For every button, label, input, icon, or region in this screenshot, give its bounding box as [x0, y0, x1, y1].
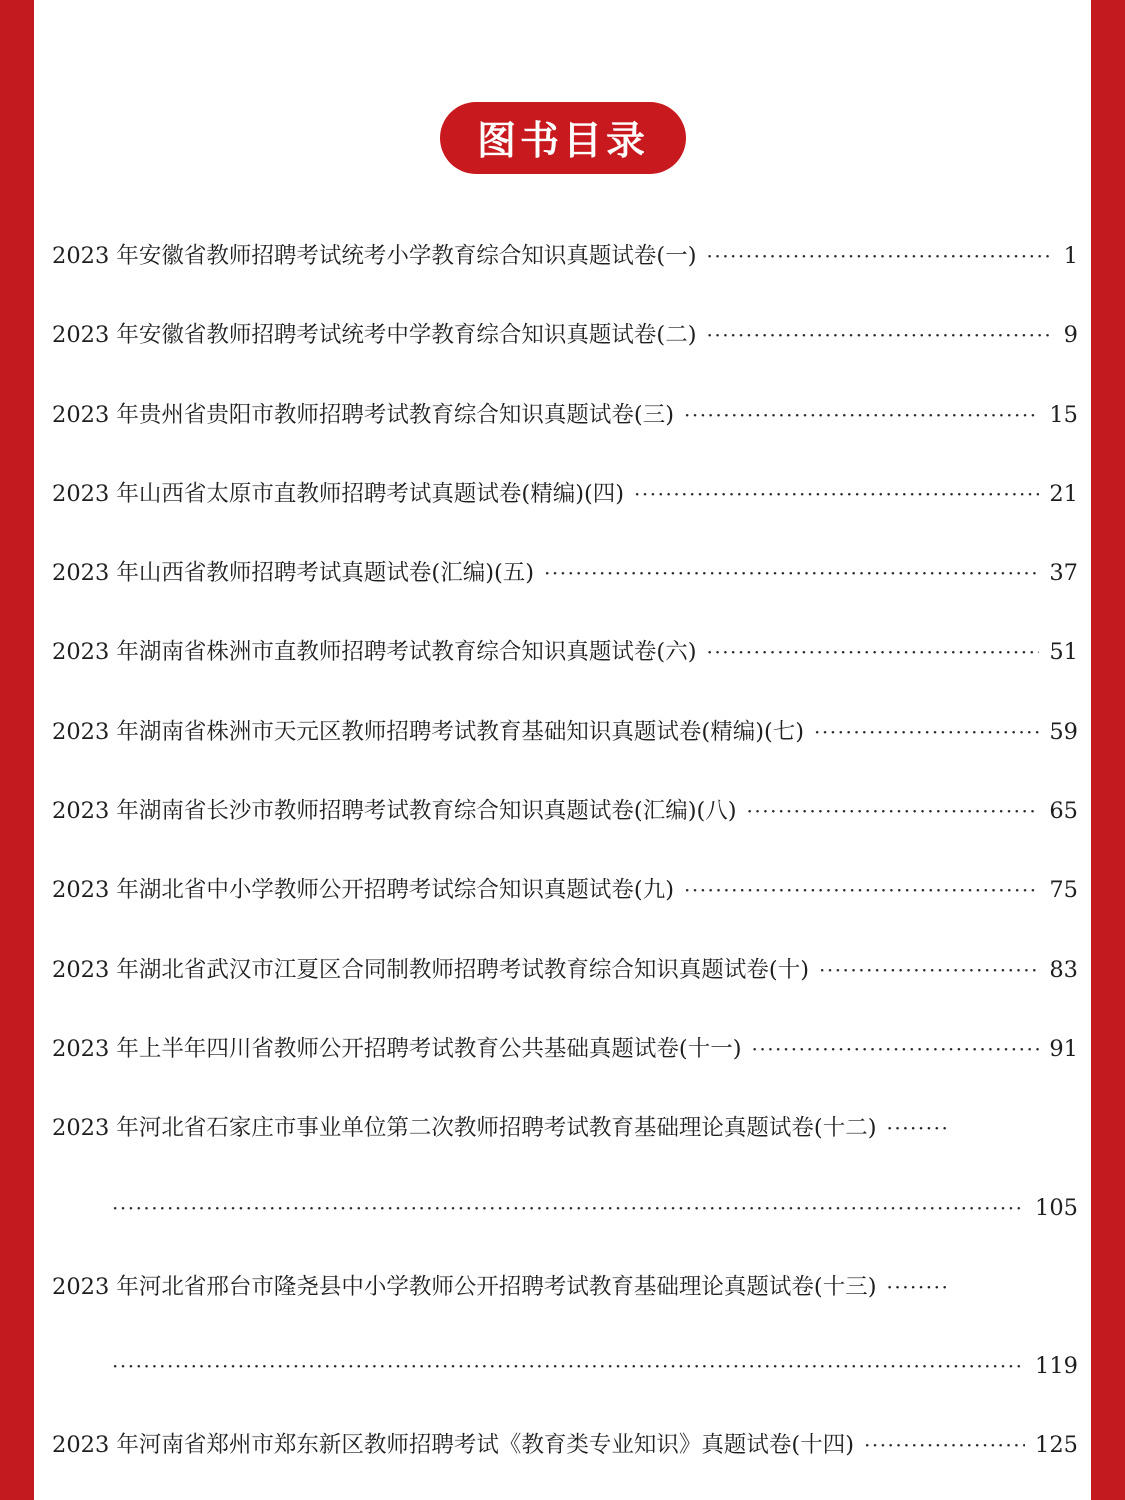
toc-entry-5[interactable]	[52, 534, 1078, 613]
toc-entry-title: 2023 年上半年四川省教师公开招聘考试教育公共基础真题试卷(十一)	[52, 1035, 742, 1062]
toc-entry-12[interactable]	[52, 1089, 1078, 1248]
dot-leader	[706, 296, 1053, 375]
toc-entry-page: 83	[1049, 956, 1078, 983]
left-red-border	[0, 0, 34, 1500]
toc-entry-page: 125	[1035, 1432, 1078, 1459]
page-title: 图书目录	[440, 102, 686, 174]
dot-leader	[747, 772, 1040, 851]
toc-entry-title: 2023 年安徽省教师招聘考试统考小学教育综合知识真题试卷(一)	[52, 243, 697, 269]
toc-entry-8[interactable]	[52, 772, 1078, 851]
toc-entry-title: 2023 年湖南省株洲市天元区教师招聘考试教育基础知识真题试卷(精编)(七)	[52, 718, 805, 745]
dot-leader	[684, 851, 1039, 930]
toc-entry-page: 105	[1035, 1194, 1078, 1221]
toc-entry-title: 2023 年湖南省株洲市直教师招聘考试教育综合知识真题试卷(六)	[52, 639, 697, 666]
toc-entry-page: 21	[1049, 480, 1078, 507]
toc-entry-1[interactable]	[52, 217, 1078, 296]
toc-entry-title: 2023 年河北省石家庄市事业单位第二次教师招聘考试教育基础理论真题试卷(十二)	[52, 1115, 877, 1142]
toc-entry-page: 119	[1035, 1353, 1078, 1380]
toc-entry-9[interactable]	[52, 851, 1078, 930]
toc-entry-title: 2023 年湖南省长沙市教师招聘考试教育综合知识真题试卷(汇编)(八)	[52, 798, 737, 825]
toc-entry-title: 2023 年河南省郑州市郑东新区教师招聘考试《教育类专业知识》真题试卷(十四)	[52, 1432, 854, 1459]
right-red-border	[1091, 0, 1125, 1500]
toc-entry-3[interactable]	[52, 376, 1078, 455]
toc-entry-title: 2023 年安徽省教师招聘考试统考中学教育综合知识真题试卷(二)	[52, 322, 697, 349]
toc-entry-page: 59	[1049, 718, 1078, 745]
toc-entry-page: 37	[1049, 560, 1078, 587]
toc-entry-title: 2023 年山西省教师招聘考试真题试卷(汇编)(五)	[52, 560, 535, 587]
toc-entry-title: 2023 年湖北省武汉市江夏区合同制教师招聘考试教育综合知识真题试卷(十)	[52, 956, 809, 983]
dot-leader	[112, 1169, 1025, 1248]
dot-leader	[544, 534, 1039, 613]
dot-leader	[112, 1327, 1025, 1406]
dot-leader	[751, 1010, 1039, 1089]
toc-entry-page: 9	[1063, 322, 1078, 349]
toc-entry-page: 1	[1063, 243, 1078, 269]
dot-leader	[819, 931, 1039, 1010]
toc-entry-title: 2023 年贵州省贵阳市教师招聘考试教育综合知识真题试卷(三)	[52, 401, 674, 428]
dot-leader	[864, 1406, 1025, 1485]
dot-leader	[684, 376, 1039, 455]
dot-leader	[814, 693, 1039, 772]
dot-leader	[634, 455, 1039, 534]
toc-entry-page: 91	[1049, 1035, 1078, 1062]
toc-entry-2[interactable]	[52, 296, 1078, 375]
dot-leader	[886, 1248, 946, 1327]
toc-entry-page: 15	[1049, 401, 1078, 428]
toc-entry-page: 51	[1049, 639, 1078, 666]
toc-entry-title: 2023 年湖北省中小学教师公开招聘考试综合知识真题试卷(九)	[52, 877, 674, 904]
toc-entry-7[interactable]	[52, 693, 1078, 772]
toc-entry-6[interactable]	[52, 613, 1078, 692]
dot-leader	[706, 217, 1053, 296]
toc-entry-4[interactable]	[52, 455, 1078, 534]
toc-entry-10[interactable]	[52, 931, 1078, 1010]
toc-entry-title: 2023 年山西省太原市直教师招聘考试真题试卷(精编)(四)	[52, 480, 625, 507]
toc-entry-title: 2023 年河北省邢台市隆尧县中小学教师公开招聘考试教育基础理论真题试卷(十三)	[52, 1273, 877, 1300]
toc-entry-13[interactable]	[52, 1248, 1078, 1407]
dot-leader	[886, 1089, 946, 1168]
dot-leader	[706, 613, 1039, 692]
table-of-contents	[52, 217, 1078, 1486]
toc-entry-page: 65	[1049, 798, 1078, 825]
toc-entry-11[interactable]	[52, 1010, 1078, 1089]
toc-entry-page: 75	[1049, 877, 1078, 904]
toc-entry-14[interactable]	[52, 1406, 1078, 1485]
